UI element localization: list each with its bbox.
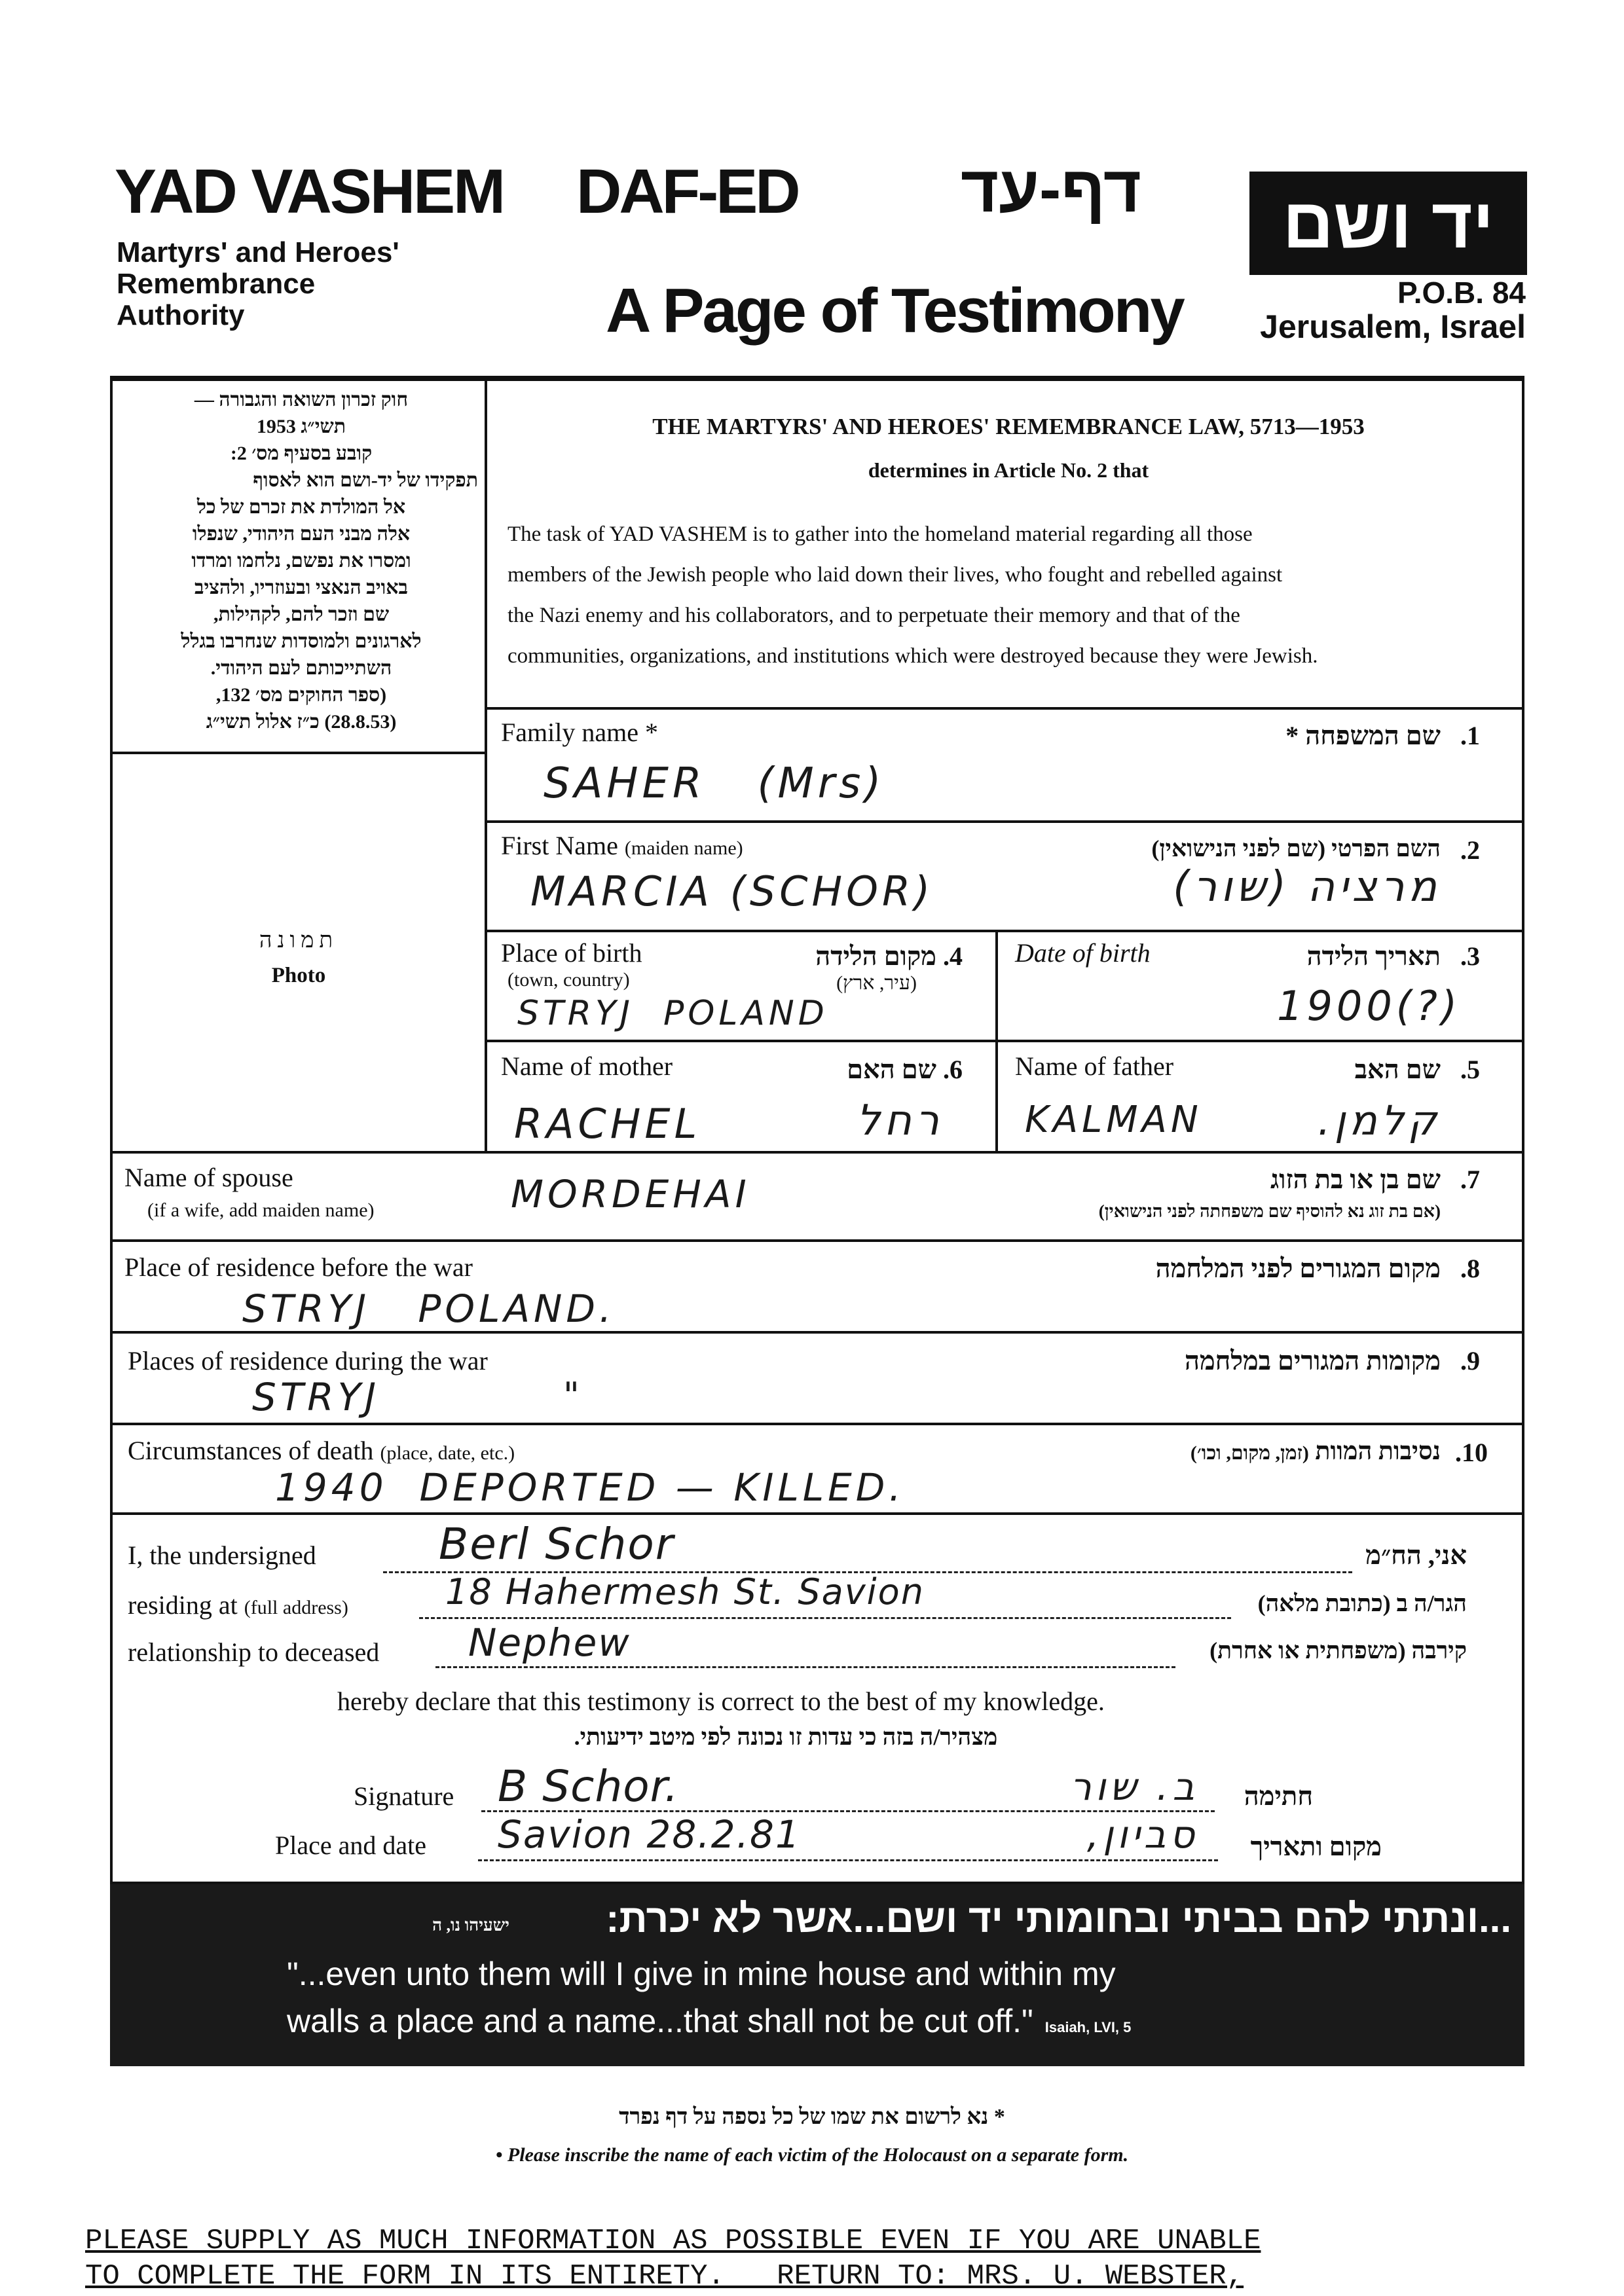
residence-before-label-he: מקום המגורים לפני המלחמה — [1155, 1254, 1441, 1283]
death-label-he-text: נסיבות המוות — [1315, 1438, 1441, 1465]
signature-label-he: חתימה — [1244, 1781, 1313, 1811]
hebrew-law-divider — [110, 752, 487, 754]
typed-note-line-1: PLEASE SUPPLY AS MUCH INFORMATION AS POSSIBLE EVEN IF YOU ARE UNABLE — [85, 2225, 1261, 2257]
col-divider — [995, 930, 998, 1152]
scripture-banner — [110, 1884, 1524, 2066]
row-divider — [485, 707, 1524, 710]
address-label — [128, 1590, 348, 1620]
banner-english-2: walls a place and a name...that shall not be cut off." — [287, 2003, 1033, 2039]
place-date-value[interactable]: Savion 28.2.81 — [498, 1812, 801, 1857]
logo-text: יד ושם — [1282, 183, 1494, 263]
page-title: A Page of Testimony — [606, 276, 1183, 346]
first-name-label-he: השם הפרטי (שם לפני הנישואין) — [1151, 835, 1441, 862]
law-he-line: באויב הנאצי ובעוזריו, ולהציב — [194, 577, 408, 598]
law-body-line: the Nazi enemy and his collaborators, and to perpetuate their memory and that of the — [507, 604, 1240, 627]
death-label-text: Circumstances of death — [128, 1436, 374, 1465]
family-name-value[interactable]: SAHER (Mrs) — [544, 759, 885, 808]
org-subtitle-1: Martyrs' and Heroes' — [117, 236, 399, 268]
father-value-he[interactable]: קלמן. — [1318, 1097, 1441, 1144]
row-divider — [110, 1331, 1524, 1334]
footnote-asterisk-icon: • — [495, 2144, 503, 2166]
spouse-label-sub: (if a wife, add maiden name) — [147, 1199, 375, 1221]
org-subtitle-2: Remembrance — [117, 268, 316, 300]
declaration-text: hereby declare that this testimony is correct to the best of my knowledge. — [337, 1686, 1105, 1716]
pob-address: P.O.B. 84 — [1397, 276, 1526, 310]
row-divider — [110, 1239, 1524, 1242]
father-label: Name of father — [1015, 1051, 1174, 1081]
birthplace-label-sub: (town, country) — [507, 969, 630, 991]
residence-during-value[interactable]: STRYJ — [252, 1375, 380, 1419]
hebrew-law-text — [124, 386, 478, 735]
law-body-line: members of the Jewish people who laid down their lives, who fought and rebelled against — [507, 563, 1283, 587]
death-label-he-sub: (זמן, מקום, וכו׳) — [1190, 1442, 1309, 1464]
mother-label: Name of mother — [501, 1051, 673, 1081]
city-address: Jerusalem, Israel — [1260, 308, 1526, 345]
undersigned-value[interactable]: Berl Schor — [439, 1519, 674, 1569]
death-label-sub: (place, date, etc.) — [380, 1442, 515, 1464]
field-number: .5 — [1460, 1055, 1480, 1084]
mother-value[interactable]: RACHEL — [514, 1100, 701, 1148]
field-number: .7 — [1460, 1165, 1480, 1194]
address-value[interactable]: 18 Hahermesh St. Savion — [445, 1571, 925, 1613]
place-date-label-he: מקום ותאריך — [1250, 1832, 1382, 1861]
birthplace-label: Place of birth — [501, 938, 642, 968]
field-number: .8 — [1460, 1254, 1480, 1283]
place-date-line — [478, 1859, 1218, 1861]
address-label-sub: (full address) — [244, 1597, 348, 1618]
declaration-text-he: מצהיר/ה בזה כי עדות זו נכונה לפי מיטב ידיעותי. — [574, 1724, 998, 1750]
field-number: .1 — [1460, 721, 1480, 750]
law-he-line: תשי״ג 1953 — [256, 416, 346, 437]
law-he-line: חוק זכרון השואה והגבורה — — [194, 389, 409, 410]
mother-value-he[interactable]: רחל — [856, 1097, 943, 1145]
law-he-line: קובע בסעיף מס׳ 2: — [230, 443, 373, 464]
birthplace-label-he: מקום הלידה — [815, 941, 936, 971]
law-he-line: (28.8.53) כ״ז אלול תשי״ג — [206, 711, 397, 733]
left-column-divider — [485, 378, 487, 1151]
law-he-line: תפקידו של יד-ושם הוא לאסוף — [253, 469, 478, 491]
mother-label-he: שם האם — [847, 1055, 936, 1084]
signature-value[interactable]: B Schor. — [498, 1761, 679, 1812]
law-he-line: השתייכותם לעם היהודי. — [210, 657, 392, 679]
law-he-line: לארגונים ולמוסדות שנחרבו בגלל — [181, 630, 422, 652]
row-divider — [485, 1040, 1524, 1042]
footnote-asterisk-icon: * — [993, 2105, 1005, 2129]
row-divider — [485, 820, 1524, 823]
undersigned-label: I, the undersigned — [128, 1540, 316, 1570]
law-body-line: communities, organizations, and institutions which were destroyed because they were Jewish. — [507, 644, 1318, 668]
banner-english-1: "...even unto them will I give in mine house and within my — [287, 1956, 1116, 1992]
signature-value-he[interactable]: ב. שור — [1069, 1764, 1198, 1809]
death-label — [128, 1435, 515, 1466]
residence-during-label: Places of residence during the war — [128, 1346, 488, 1376]
relation-label-he: קירבה (משפחתית או אחרת) — [1209, 1637, 1467, 1664]
first-name-label-text: First Name — [501, 831, 618, 860]
death-label-he — [982, 1437, 1441, 1466]
footnote-hebrew — [458, 2105, 1166, 2130]
birthdate-label: Date of birth — [1015, 938, 1151, 968]
residence-before-label: Place of residence before the war — [124, 1252, 473, 1282]
spouse-value[interactable]: MORDEHAI — [511, 1172, 750, 1216]
row-divider — [110, 1151, 1524, 1154]
field-number: .10 — [1455, 1438, 1488, 1467]
footnote-hebrew-text: נא לרשום את שמו של כל נספה על דף נפרד — [619, 2105, 989, 2129]
photo-label-hebrew: תמונה — [259, 928, 339, 953]
birthdate-value[interactable]: 1900(?) — [1277, 982, 1462, 1030]
field-number: .9 — [1460, 1346, 1480, 1376]
row-divider — [485, 930, 1524, 932]
field-number: .2 — [1460, 835, 1480, 865]
address-label-he: הגר/ה ב (כתובת מלאה) — [1257, 1590, 1467, 1616]
spouse-label: Name of spouse — [124, 1163, 293, 1192]
field-number: .6 — [943, 1055, 963, 1084]
law-title: THE MARTYRS' AND HEROES' REMEMBRANCE LAW, 5713—1953 — [652, 414, 1365, 439]
law-body — [507, 514, 1496, 676]
banner-english-ref: Isaiah, LVI, 5 — [1044, 2019, 1132, 2035]
field-number: .4 — [943, 941, 963, 971]
header-rule — [110, 376, 1524, 381]
spouse-label-he: שם בן או בת הזוג — [1270, 1165, 1441, 1194]
first-name-label-sub: (maiden name) — [624, 837, 743, 859]
relation-value[interactable]: Nephew — [468, 1620, 631, 1665]
signature-label: Signature — [354, 1781, 454, 1811]
daf-ed-hebrew: דף-עד — [960, 153, 1142, 226]
law-he-line: אלה מבני העם היהודי, שנפלו — [192, 523, 411, 545]
banner-hebrew: ...ונתתי להם בביתי ובחומותי יד ושם...אשר לא יכרת: — [606, 1897, 1511, 1941]
place-date-value-he[interactable]: סביון, — [1086, 1812, 1198, 1857]
address-line — [419, 1617, 1231, 1619]
ditto-mark: " — [563, 1375, 583, 1416]
birthdate-label-he: תאריך הלידה — [1306, 941, 1441, 971]
law-he-line: אל המולדת את זכרם של כל — [196, 496, 406, 518]
residence-before-value[interactable]: STRYJ POLAND. — [242, 1286, 616, 1331]
undersigned-label-he: אני, הח״מ — [1365, 1540, 1467, 1570]
first-name-label — [501, 830, 743, 861]
spouse-label-he-sub: (אם בת זוג נא להוסיף שם משפחתה לפני הנישואין) — [1098, 1201, 1441, 1221]
daf-ed-title: DAF-ED — [576, 156, 798, 227]
org-name: YAD VASHEM — [115, 156, 504, 227]
footnote-english — [354, 2144, 1270, 2166]
residence-during-label-he: מקומות המגורים במלחמה — [1184, 1346, 1441, 1376]
family-name-label: Family name * — [501, 718, 658, 747]
first-name-value[interactable]: MARCIA (SCHOR) — [530, 867, 934, 915]
father-value[interactable]: KALMAN — [1025, 1099, 1202, 1141]
org-subtitle-3: Authority — [117, 299, 245, 331]
field-number: .3 — [1460, 941, 1480, 971]
typed-note-line-2: TO COMPLETE THE FORM IN ITS ENTIRETY. RETURN TO: MRS. U. WEBSTER, — [85, 2260, 1244, 2293]
place-date-label: Place and date — [275, 1831, 426, 1860]
death-value[interactable]: 1940 DEPORTED — KILLED. — [275, 1465, 905, 1510]
address-label-text: residing at — [128, 1590, 238, 1620]
family-name-label-he: שם המשפחה * — [1285, 721, 1441, 750]
banner-hebrew-ref: ישעיהו נו, ה — [432, 1916, 509, 1935]
birthplace-label-he-sub: (עיר, ארץ) — [836, 972, 917, 994]
photo-label: Photo — [271, 964, 326, 987]
law-he-line: שם וזכר להם, לקהילות, — [213, 604, 390, 625]
banner-english-2-row — [287, 2002, 1131, 2040]
law-he-line: ומסרו את נפשם, נלחמו ומרדו — [191, 550, 411, 572]
relation-label: relationship to deceased — [128, 1637, 380, 1667]
footnote-english-text: Please inscribe the name of each victim of the Holocaust on a separate form. — [507, 2144, 1129, 2166]
father-label-he: שם האב — [1354, 1055, 1441, 1084]
first-name-value-he[interactable]: מרציה (שור) — [1173, 863, 1441, 911]
birthplace-value[interactable]: STRYJ POLAND — [517, 994, 828, 1033]
law-subtitle: determines in Article No. 2 that — [868, 458, 1149, 482]
law-he-line: (ספר החוקים מס׳ 132, — [215, 684, 387, 706]
yad-vashem-logo — [1249, 172, 1527, 275]
row-divider — [110, 1423, 1524, 1425]
row-divider — [110, 1512, 1524, 1515]
law-body-line: The task of YAD VASHEM is to gather into the homeland material regarding all those — [507, 522, 1253, 546]
relation-line — [435, 1666, 1175, 1668]
